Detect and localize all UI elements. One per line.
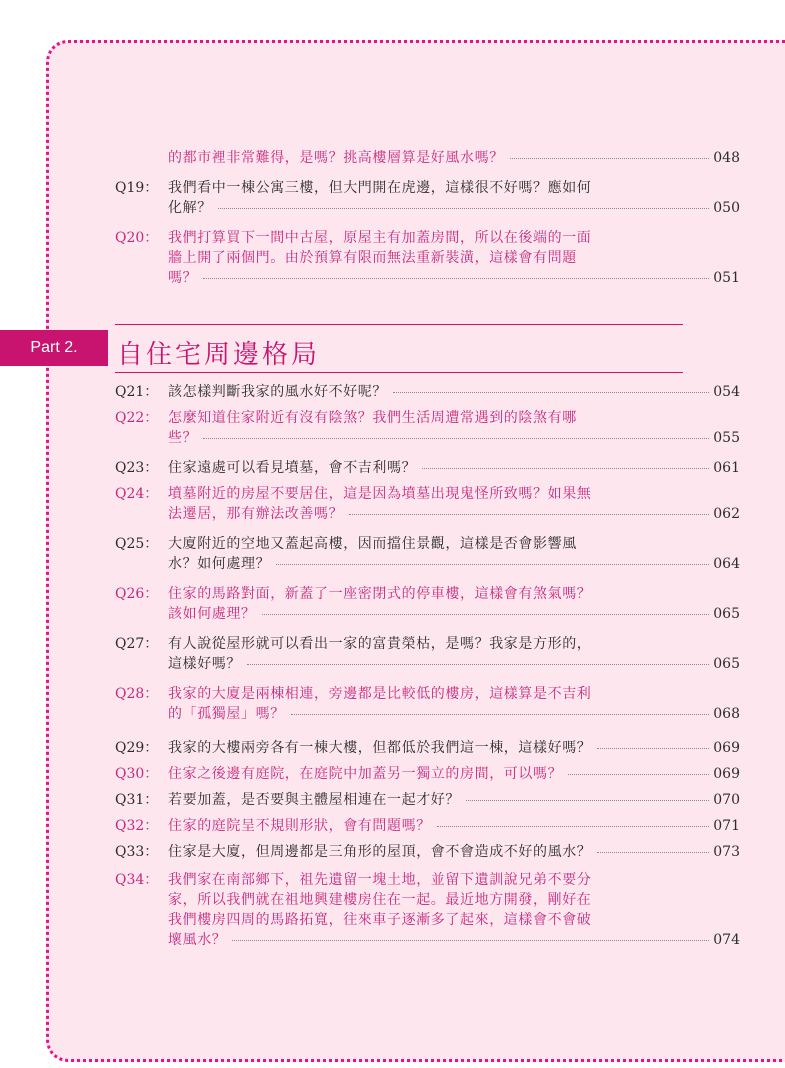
- dot-leader: [232, 940, 709, 941]
- page-number: 070: [713, 792, 740, 808]
- question-text: 住家之後邊有庭院，在庭院中加蓋另一獨立的房間，可以嗎？: [168, 766, 563, 782]
- question-text: 有人說從屋形就可以看出一家的富貴榮枯，是嗎？我家是方形的，: [168, 636, 592, 652]
- toc-entry[interactable]: [115, 382, 740, 402]
- question-label: Q27：: [115, 636, 159, 652]
- dot-leader: [349, 514, 709, 515]
- dot-leader: [597, 748, 709, 749]
- question-text: 嗎？: [168, 270, 198, 286]
- question-text: 我們樓房四周的馬路拓寬，往來車子逐漸多了起來，這樣會不會破: [168, 912, 592, 928]
- question-label: Q30：: [115, 766, 159, 782]
- dot-leader: [203, 278, 709, 279]
- question-text: 些？: [168, 430, 198, 446]
- question-text: 我們打算買下一間中古屋，原屋主有加蓋房間，所以在後端的一面: [168, 230, 592, 246]
- dot-leader: [247, 664, 709, 665]
- question-text: 的都市裡非常難得，是嗎？挑高樓層算是好風水嗎？: [168, 150, 504, 166]
- dot-leader: [262, 614, 710, 615]
- question-text: 大廈附近的空地又蓋起高樓，因而擋住景觀，這樣是否會影響風: [168, 536, 577, 552]
- page-number: 054: [713, 384, 740, 400]
- question-text: 該怎樣判斷我家的風水好不好呢？: [168, 384, 387, 400]
- question-label: Q31：: [115, 792, 159, 808]
- page-number: 068: [713, 706, 740, 722]
- question-label: Q26：: [115, 586, 159, 602]
- question-text: 我們看中一棟公寓三樓，但大門開在虎邊，這樣很不好嗎？應如何: [168, 180, 592, 196]
- question-text: 牆上開了兩個門。由於預算有限而無法重新裝潢，這樣會有問題: [168, 250, 577, 266]
- question-text: 住家是大廈，但周邊都是三角形的屋頂，會不會造成不好的風水？: [168, 844, 592, 860]
- page-number: 050: [713, 200, 740, 216]
- dot-leader: [510, 158, 709, 159]
- question-text: 墳墓附近的房屋不要居住，這是因為墳墓出現鬼怪所致嗎？如果無: [168, 486, 592, 502]
- question-label: Q25：: [115, 536, 159, 552]
- toc-entry[interactable]: [115, 148, 740, 168]
- toc-entry[interactable]: [115, 458, 740, 478]
- toc-entry[interactable]: [115, 842, 740, 862]
- toc-entry[interactable]: [115, 228, 740, 288]
- part-rule-top: [115, 324, 683, 325]
- question-text: 這樣好嗎？: [168, 656, 241, 672]
- question-label: Q19：: [115, 180, 159, 196]
- dot-leader: [437, 826, 709, 827]
- question-label: Q22：: [115, 410, 159, 426]
- toc-entry[interactable]: [115, 764, 740, 784]
- question-label: Q20：: [115, 230, 159, 246]
- question-text: 的「孤獨屋」嗎？: [168, 706, 285, 722]
- page-number: 051: [713, 270, 740, 286]
- dot-leader: [466, 800, 709, 801]
- dot-leader: [393, 392, 709, 393]
- toc-entry[interactable]: [115, 408, 740, 448]
- page-number: 069: [713, 740, 740, 756]
- question-text: 若要加蓋，是否要與主體屋相連在一起才好？: [168, 792, 460, 808]
- question-text: 水？如何處理？: [168, 556, 271, 572]
- page-number: 062: [713, 506, 740, 522]
- question-label: Q29：: [115, 740, 159, 756]
- toc-entry[interactable]: [115, 790, 740, 810]
- question-text: 我家的大廈是兩棟相連，旁邊都是比較低的樓房，這樣算是不吉利: [168, 686, 592, 702]
- page-number: 048: [713, 150, 740, 166]
- page-number: 069: [713, 766, 740, 782]
- question-text: 我們家在南部鄉下，祖先遺留一塊土地，並留下遺訓說兄弟不要分: [168, 872, 592, 888]
- toc-entry[interactable]: [115, 178, 740, 218]
- question-label: Q33：: [115, 844, 159, 860]
- question-text: 家，所以我們就在祖地興建樓房住在一起。最近地方開發，剛好在: [168, 892, 592, 908]
- toc-entry[interactable]: [115, 584, 740, 624]
- page-number: 055: [713, 430, 740, 446]
- toc-entry[interactable]: [115, 684, 740, 724]
- page-number: 064: [713, 556, 740, 572]
- question-label: Q34：: [115, 872, 159, 888]
- question-text: 住家的庭院呈不規則形狀，會有問題嗎？: [168, 818, 431, 834]
- question-label: Q24：: [115, 486, 159, 502]
- question-text: 化解？: [168, 200, 212, 216]
- part-rule-bottom: [115, 372, 683, 373]
- toc-entry[interactable]: [115, 738, 740, 758]
- toc-entry[interactable]: [115, 484, 740, 524]
- part-badge: Part 2.: [0, 330, 108, 366]
- dot-leader: [218, 208, 709, 209]
- toc-entry[interactable]: [115, 534, 740, 574]
- dot-leader: [203, 438, 709, 439]
- page-number: 061: [713, 460, 740, 476]
- page-number: 065: [713, 606, 740, 622]
- question-text: 我家的大樓兩旁各有一棟大樓，但都低於我們這一棟，這樣好嗎？: [168, 740, 592, 756]
- dot-leader: [291, 714, 709, 715]
- dot-leader: [597, 852, 709, 853]
- dot-leader: [276, 564, 709, 565]
- question-text: 該如何處理？: [168, 606, 256, 622]
- question-text: 壞風水？: [168, 932, 227, 948]
- question-label: Q28：: [115, 686, 159, 702]
- question-label: Q32：: [115, 818, 159, 834]
- dot-leader: [422, 468, 709, 469]
- toc-entry[interactable]: [115, 816, 740, 836]
- toc-entry[interactable]: [115, 870, 740, 950]
- page-number: 071: [713, 818, 740, 834]
- question-text: 住家的馬路對面，新蓋了一座密閉式的停車樓，這樣會有煞氣嗎？: [168, 586, 592, 602]
- page-number: 065: [713, 656, 740, 672]
- question-text: 法遷居，那有辦法改善嗎？: [168, 506, 344, 522]
- question-text: 住家遠處可以看見墳墓，會不吉利嗎？: [168, 460, 417, 476]
- question-label: Q23：: [115, 460, 159, 476]
- toc-entry[interactable]: [115, 634, 740, 674]
- question-text: 怎麼知道住家附近有沒有陰煞？我們生活周遭常遇到的陰煞有哪: [168, 410, 577, 426]
- page-number: 073: [713, 844, 740, 860]
- dot-leader: [568, 774, 709, 775]
- page-number: 074: [713, 932, 740, 948]
- part-title: 自住宅周邊格局: [117, 340, 321, 370]
- question-label: Q21：: [115, 384, 159, 400]
